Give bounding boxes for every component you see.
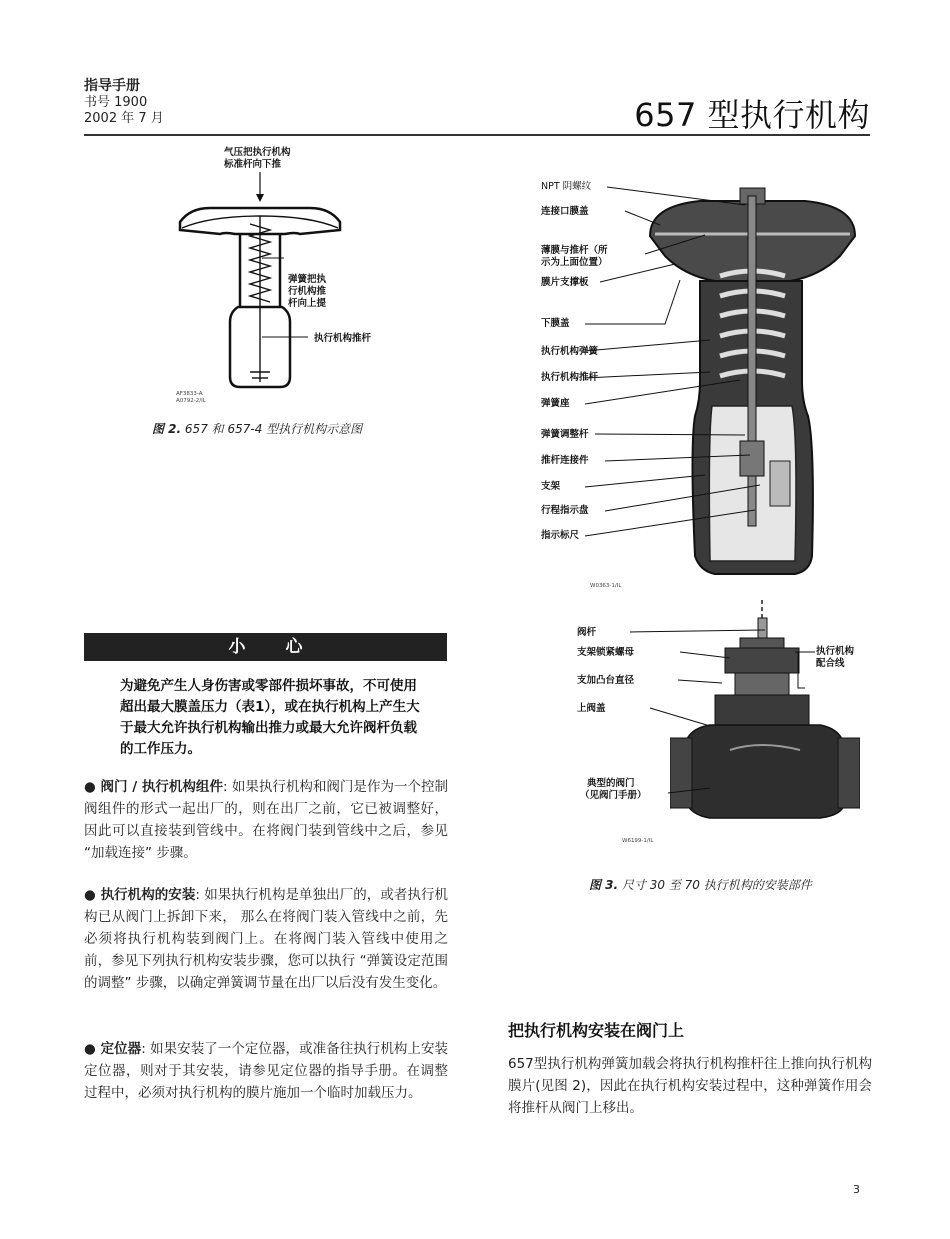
fig3-label-locknut: 支架锁紧螺母 xyxy=(577,647,635,658)
fig3-label-typical-valve-2: （见阀门手册） xyxy=(580,790,647,801)
fig3-label-match-line-1: 执行机构 xyxy=(816,646,855,657)
header-rule xyxy=(84,134,870,136)
fig3-label-npt: NPT 阴螺纹 xyxy=(541,181,592,192)
fig2-code-2: A0792-2/IL xyxy=(176,398,206,404)
bullet-valve-actuator-text: : 如果执行机构和阀门是作为一个控制阀组件的形式一起出厂的，则在出厂之前，它已被调整好，因此可以直接装到管线中。在将阀门装到管线中之后，参见 “加载连接” 步骤。 xyxy=(84,779,449,861)
caution-title: 小心 xyxy=(84,633,447,661)
fig2-code-1: AF3833-A xyxy=(176,391,203,397)
fig2-label-stem: 执行机构推杆 xyxy=(314,333,372,344)
fig3-label-adjuster: 弹簧调整杆 xyxy=(541,429,589,440)
fig2-label-top-2: 标准杆向下推 xyxy=(224,159,282,170)
fig3-caption-text: 尺寸 30 至 70 执行机构的安装部件 xyxy=(621,878,812,892)
fig3-label-spring-seat: 弹簧座 xyxy=(541,398,570,409)
fig2-caption-text: 657 和 657-4 型执行机构示意图 xyxy=(184,422,363,436)
bullet-valve-actuator-lead: ● 阀门 / 执行机构组件 xyxy=(84,779,223,795)
fig3-label-match-line-2: 配合线 xyxy=(816,658,845,669)
page-number: 3 xyxy=(853,1183,860,1196)
publish-date: 2002 年 7 月 xyxy=(84,111,164,126)
fig3-label-plate: 膜片支撑板 xyxy=(541,277,589,288)
section-heading: 把执行机构安装在阀门上 xyxy=(508,1021,685,1040)
fig3-label-cover: 连接口膜盖 xyxy=(541,206,589,217)
fig3-label-stem: 执行机构推杆 xyxy=(541,372,599,383)
fig2-label-top-1: 气压把执行机构 xyxy=(224,147,291,158)
bullet-valve-actuator xyxy=(84,776,448,864)
fig3-label-connector: 推杆连接件 xyxy=(541,455,589,466)
fig2-label-spring-1: 弹簧把执 xyxy=(288,274,327,285)
fig3-code-lower: W6199-1/IL xyxy=(622,838,654,844)
caution-text: 为避免产生人身伤害或零部件损坏事故，不可使用超出最大膜盖压力（表1），或在执行机构上产生大于最大允许执行机构输出推力或最大允许阀杆负载的工作压力。 xyxy=(120,678,420,757)
bullet-actuator-mounting-lead: ● 执行机构的安装 xyxy=(84,887,196,903)
bullet-actuator-mounting xyxy=(84,884,448,994)
fig3-leader-lines xyxy=(585,180,765,550)
bullet-positioner xyxy=(84,1038,448,1104)
fig2-label-spring-3: 杆向上提 xyxy=(288,298,327,309)
fig3-label-yoke: 支架 xyxy=(541,481,561,492)
bullet-positioner-text: : 如果安装了一个定位器，或准备往执行机构上安装定位器，则对于其安装，请参见定位器的指导手册。在调整过程中，必须对执行机构的膜片施加一个临时加载压力。 xyxy=(84,1041,448,1101)
section-body: 657型执行机构弹簧加载会将执行机构推杆往上推向执行机构膜片(见图 2)，因此在执行机构安装过程中，这种弹簧作用会将推杆从阀门上移出。 xyxy=(508,1056,872,1116)
fig2-caption xyxy=(152,420,362,437)
fig3-label-lower-cover: 下膜盖 xyxy=(541,318,570,329)
fig3-label-diaphragm-2: 示为上面位置） xyxy=(541,257,608,268)
fig2-label-spring-2: 行机构推 xyxy=(288,286,327,297)
fig3-label-bonnet: 上阀盖 xyxy=(577,703,606,714)
fig3-label-indicator-disk: 行程指示盘 xyxy=(541,505,589,516)
fig2-caption-number: 图 2. xyxy=(152,422,182,436)
fig3-label-typical-valve-1: 典型的阀门 xyxy=(587,778,635,789)
bullet-actuator-mounting-text: : 如果执行机构是单独出厂的，或者执行机构已从阀门上拆卸下来， 那么在将阀门装入管线中之前，先必须将执行机构装到阀门上。在将阀门装入管线中使用之前，参见下列执行机构安装步骤，您可以执行 “弹簧设定范围的调整” 步骤，以确定弹簧调节量在出厂以后没有发生变化。 xyxy=(84,887,448,991)
document-title: 657 型执行机构 xyxy=(634,96,870,134)
fig3-code-upper: W0363-1/IL xyxy=(590,583,622,589)
fig3-label-valve-stem: 阀杆 xyxy=(577,627,597,638)
fig3-label-boss: 支加凸台直径 xyxy=(577,675,635,686)
fig3-label-spring: 执行机构弹簧 xyxy=(541,346,599,357)
fig3-caption-number: 图 3. xyxy=(589,878,619,892)
bullet-positioner-lead: ● 定位器 xyxy=(84,1041,142,1057)
actuator-schematic xyxy=(170,172,360,397)
fig3-caption xyxy=(589,876,812,893)
manual-type: 指导手册 xyxy=(84,78,140,94)
fig3-label-diaphragm-1: 薄膜与推杆（所 xyxy=(541,245,608,256)
book-number: 书号 1900 xyxy=(84,95,148,110)
fig3-label-scale: 指示标尺 xyxy=(541,530,580,541)
